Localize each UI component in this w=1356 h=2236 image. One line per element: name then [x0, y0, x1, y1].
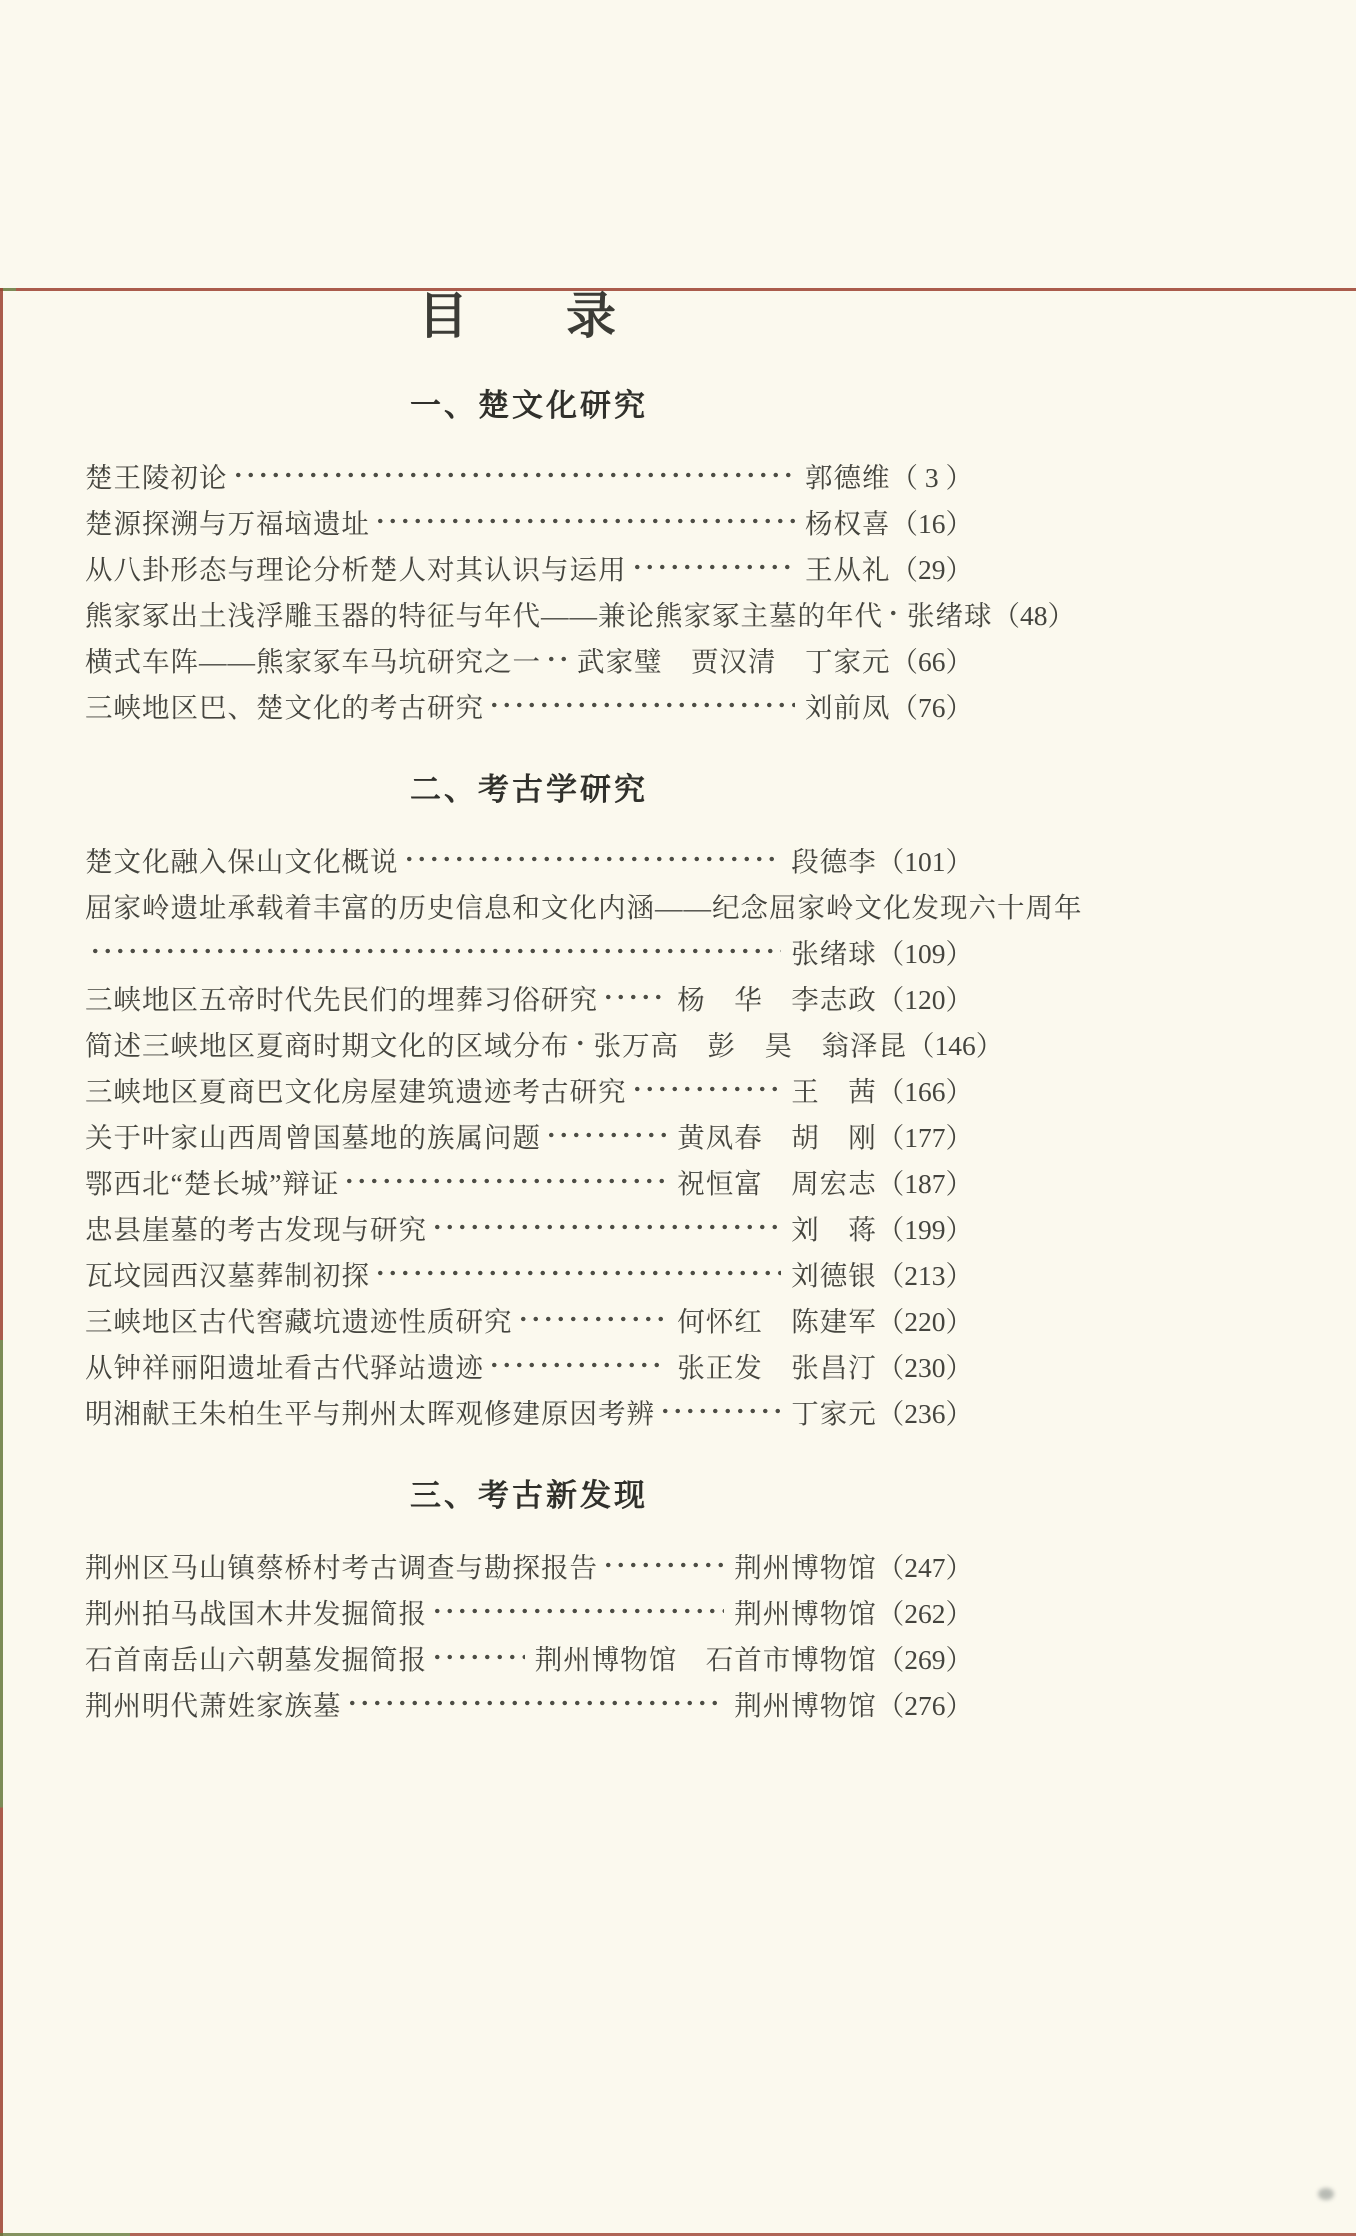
- entry-page-number: （101）: [876, 846, 973, 877]
- section-heading: 一、楚文化研究: [410, 388, 648, 423]
- toc-entry: [85, 974, 973, 1020]
- entry-page-number: （213）: [876, 1260, 973, 1291]
- section-heading: 二、考古学研究: [410, 772, 648, 807]
- entry-page-number: （230）: [876, 1352, 973, 1383]
- entry-page-number: （177）: [876, 1122, 973, 1153]
- entry-authors: 武家璧 贾汉清 丁家元: [577, 646, 891, 677]
- entry-title: 屈家岭遗址承载着丰富的历史信息和文化内涵——纪念屈家岭文化发现六十周年: [85, 892, 1083, 923]
- toc-entry: [85, 1204, 973, 1250]
- entry-title: 三峡地区古代窖藏坑遗迹性质研究: [85, 1306, 513, 1337]
- dot-leader: [89, 928, 781, 974]
- entry-title: 楚文化融入保山文化概说: [85, 846, 399, 877]
- entry-authors: 王 茜: [791, 1076, 877, 1107]
- toc-entry-continuation-line: [85, 928, 973, 974]
- entry-title: 三峡地区夏商巴文化房屋建筑遗迹考古研究: [85, 1076, 627, 1107]
- entry-authors: 荆州博物馆: [734, 1552, 877, 1583]
- dot-leader: [403, 836, 782, 882]
- dot-leader: [232, 452, 796, 498]
- toc-entry: [85, 1296, 973, 1342]
- dot-leader: [346, 1680, 725, 1726]
- entry-authors: 荆州博物馆: [734, 1690, 877, 1721]
- entry-authors: 刘德银: [791, 1260, 877, 1291]
- entry-authors: 祝恒富 周宏志: [677, 1168, 877, 1199]
- dot-leader: [517, 1296, 668, 1342]
- toc-entry-title-line: [85, 882, 1083, 928]
- entry-authors: 何怀红 陈建军: [677, 1306, 877, 1337]
- entry-page-number: （199）: [876, 1214, 973, 1245]
- toc-content: [85, 288, 1083, 1726]
- dot-leader: [631, 1066, 782, 1112]
- toc-entry: [85, 590, 1075, 636]
- entry-page-number: （29）: [890, 554, 973, 585]
- entry-title: 明湘献王朱柏生平与荆州太晖观修建原因考辨: [85, 1398, 655, 1429]
- entry-title: 鄂西北“楚长城”辩证: [85, 1168, 340, 1199]
- toc-entry: [85, 682, 973, 728]
- toc-entry: [85, 1066, 973, 1112]
- entry-authors: 张绪球: [791, 938, 877, 969]
- entry-page-number: （187）: [876, 1168, 973, 1199]
- toc-entry: [85, 1158, 973, 1204]
- toc-entry: [85, 1588, 973, 1634]
- toc-entry: [85, 1680, 973, 1726]
- toc-entry: [85, 1388, 973, 1434]
- scanned-toc-page: [0, 288, 1356, 2236]
- dot-leader: [488, 682, 795, 728]
- entry-authors: 张正发 张昌汀: [677, 1352, 877, 1383]
- entry-title: 石首南岳山六朝墓发掘简报: [85, 1644, 427, 1675]
- dot-leader: [602, 1542, 724, 1588]
- entry-title: 从钟祥丽阳遗址看古代驿站遗迹: [85, 1352, 484, 1383]
- entry-authors: 郭德维: [805, 462, 891, 493]
- toc-entry: [85, 1112, 973, 1158]
- toc-entry: [85, 836, 973, 882]
- entry-authors: 刘 蒋: [791, 1214, 877, 1245]
- entry-title: 荆州区马山镇蔡桥村考古调查与勘探报告: [85, 1552, 598, 1583]
- dot-leader: [887, 590, 897, 636]
- dot-leader: [659, 1388, 781, 1434]
- entry-title: 荆州明代萧姓家族墓: [85, 1690, 342, 1721]
- entry-page-number: （146）: [907, 1030, 1004, 1061]
- toc-entry: [85, 1020, 1004, 1066]
- dot-leader: [343, 1158, 667, 1204]
- entry-authors: 黄凤春 胡 刚: [677, 1122, 877, 1153]
- toc-entry: [85, 1542, 973, 1588]
- entry-title: 三峡地区五帝时代先民们的埋葬习俗研究: [85, 984, 598, 1015]
- entry-authors: 张万高 彭 昊 翁泽昆: [593, 1030, 907, 1061]
- entry-title: 三峡地区巴、楚文化的考古研究: [85, 692, 484, 723]
- toc-entry: [85, 1342, 973, 1388]
- dot-leader: [431, 1634, 525, 1680]
- entry-page-number: （48）: [992, 600, 1075, 631]
- page-title: 目 录: [418, 288, 640, 344]
- entry-authors: 段德李: [791, 846, 877, 877]
- entry-authors: 杨 华 李志政: [677, 984, 877, 1015]
- dot-leader: [545, 636, 567, 682]
- entry-page-number: （166）: [876, 1076, 973, 1107]
- toc-entry: [85, 636, 973, 682]
- entry-authors: 荆州博物馆: [734, 1598, 877, 1629]
- entry-page-number: （247）: [876, 1552, 973, 1583]
- dot-leader: [602, 974, 667, 1020]
- entry-title: 瓦坟园西汉墓葬制初探: [85, 1260, 370, 1291]
- entry-authors: 丁家元: [791, 1398, 877, 1429]
- entry-page-number: （236）: [876, 1398, 973, 1429]
- dot-leader: [631, 544, 796, 590]
- scan-edge-left: [0, 288, 3, 2236]
- entry-page-number: （16）: [890, 508, 973, 539]
- dot-leader: [374, 1250, 781, 1296]
- toc-sections: [85, 388, 1083, 1726]
- entry-page-number: （276）: [876, 1690, 973, 1721]
- toc-entry: [85, 544, 973, 590]
- entry-title: 楚源探溯与万福垴遗址: [85, 508, 370, 539]
- entry-authors: 荆州博物馆 石首市博物馆: [534, 1644, 877, 1675]
- dot-leader: [574, 1020, 584, 1066]
- entry-title: 简述三峡地区夏商时期文化的区域分布: [85, 1030, 570, 1061]
- dot-leader: [488, 1342, 667, 1388]
- entry-page-number: （66）: [890, 646, 973, 677]
- entry-authors: 杨权喜: [805, 508, 891, 539]
- entry-title: 横式车阵——熊家冢车马坑研究之一: [85, 646, 541, 677]
- entry-title: 关于叶家山西周曾国墓地的族属问题: [85, 1122, 541, 1153]
- dot-leader: [431, 1204, 781, 1250]
- entry-page-number: （269）: [876, 1644, 973, 1675]
- dot-leader: [374, 498, 795, 544]
- entry-authors: 刘前凤: [805, 692, 891, 723]
- entry-page-number: （262）: [876, 1598, 973, 1629]
- entry-page-number: （120）: [876, 984, 973, 1015]
- toc-entry: [85, 498, 973, 544]
- scan-smudge: [1318, 2188, 1334, 2200]
- section-heading: 三、考古新发现: [410, 1478, 648, 1513]
- toc-entry: [85, 1250, 973, 1296]
- entry-page-number: （220）: [876, 1306, 973, 1337]
- entry-title: 楚王陵初论: [85, 462, 228, 493]
- entry-page-number: （ 3 ）: [890, 462, 973, 493]
- entry-page-number: （109）: [876, 938, 973, 969]
- entry-authors: 王从礼: [805, 554, 891, 585]
- toc-entry: [85, 1634, 973, 1680]
- entry-title: 荆州拍马战国木井发掘简报: [85, 1598, 427, 1629]
- entry-page-number: （76）: [890, 692, 973, 723]
- dot-leader: [431, 1588, 724, 1634]
- toc-entry: [85, 452, 973, 498]
- entry-authors: 张绪球: [907, 600, 993, 631]
- dot-leader: [545, 1112, 667, 1158]
- entry-title: 从八卦形态与理论分析楚人对其认识与运用: [85, 554, 627, 585]
- entry-title: 熊家冢出土浅浮雕玉器的特征与年代——兼论熊家冢主墓的年代: [85, 600, 883, 631]
- entry-title: 忠县崖墓的考古发现与研究: [85, 1214, 427, 1245]
